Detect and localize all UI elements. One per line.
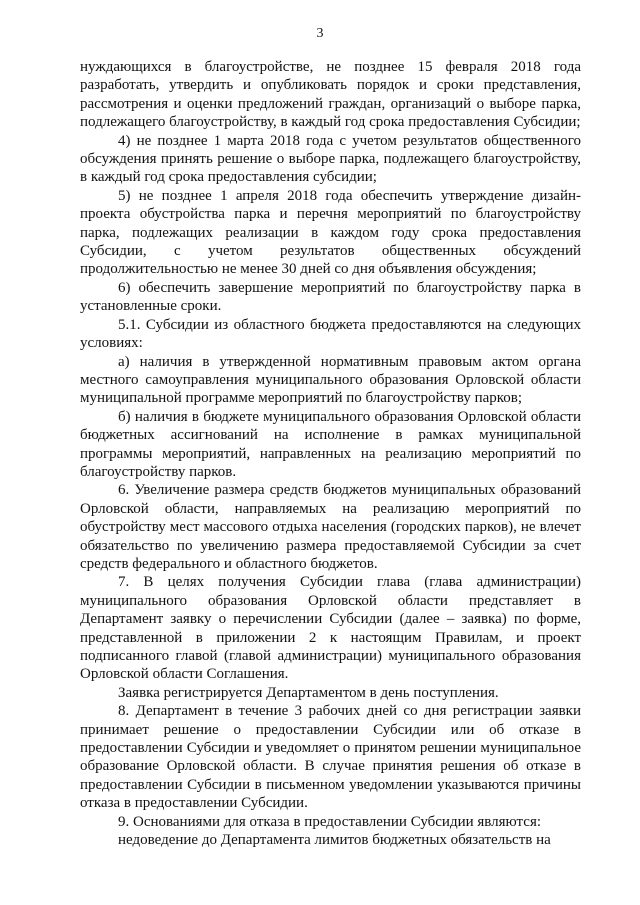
paragraph-5-1-a: а) наличия в утвержденной нормативным правовым актом органа местного самоуправления муниципального образования Орловской области муниципальной программе мероприятий по благоустройству парков; bbox=[80, 353, 581, 407]
paragraph-9: 9. Основаниями для отказа в предоставлении Субсидии являются: bbox=[118, 813, 542, 830]
paragraph-9-reason-1: недоведение до Департамента лимитов бюджетных обязательств на bbox=[118, 832, 551, 849]
paragraph-6: 6. Увеличение размера средств бюджетов муниципальных образований Орловской области, направляемых на реализацию мероприятий по обустройству мест массового отдыха населения (городских парков), не влечет обязательство по увеличению размера предоставляемой Субсидии за счет средств федерального и областного бюджетов. bbox=[80, 482, 581, 572]
paragraph-8: 8. Департамент в течение 3 рабочих дней со дня регистрации заявки принимает решение о предоставлении Субсидии или об отказе в предоставлении Субсидии и уведомляет о принятом решении муниципальное образование Орловской области. В случае принятия решения об отказе в предоставлении Субсидии в письменном уведомлении указываются причины отказа в предоставлении Субсидии. bbox=[80, 703, 581, 812]
paragraph-item-5: 5) не позднее 1 апреля 2018 года обеспечить утверждение дизайн-проекта обустройства парка и перечня мероприятий по благоустройству парка, подлежащих реализации в каждом году срока предоставления Субсидии, с учетом результатов общественных обсуждений продолжительностью не менее 30 дней со дня объявления обсуждения; bbox=[80, 187, 581, 278]
document-body bbox=[80, 58, 581, 849]
paragraph-7: 7. В целях получения Субсидии глава (глава администрации) муниципального образования Орловской области представляет в Департамент заявку о перечислении Субсидии (далее – заявка) по форме, представленной в приложении 2 к настоящим Правилам, и проект подписанного главой (главой администрации) муниципального образования Орловской области Соглашения. bbox=[80, 574, 581, 683]
paragraph-item-4: 4) не позднее 1 марта 2018 года с учетом результатов общественного обсуждения принять решение о выборе парка, подлежащего благоустройству, в каждый год срока предоставления субсидии; bbox=[80, 132, 581, 186]
paragraph-5-1-b: б) наличия в бюджете муниципального образования Орловской области бюджетных ассигнований на исполнение в рамках муниципальной программы мероприятий, направленных на реализацию мероприятий по благоустройству парков. bbox=[80, 408, 581, 480]
paragraph-item-6: 6) обеспечить завершение мероприятий по благоустройству парка в установленные сроки. bbox=[80, 279, 581, 315]
paragraph-5-1: 5.1. Субсидии из областного бюджета предоставляются на следующих условиях: bbox=[80, 316, 581, 352]
paragraph-continuation: нуждающихся в благоустройстве, не позднее 15 февраля 2018 года разработать, утвердить и опубликовать порядок и сроки представления, рассмотрения и оценки предложений граждан, организаций о выборе парка, подлежащего благоустройству, в каждый год срока предоставления Субсидии; bbox=[80, 59, 581, 131]
paragraph-7-registration: Заявка регистрируется Департаментом в день поступления. bbox=[118, 684, 499, 701]
page-number: 3 bbox=[316, 26, 324, 41]
